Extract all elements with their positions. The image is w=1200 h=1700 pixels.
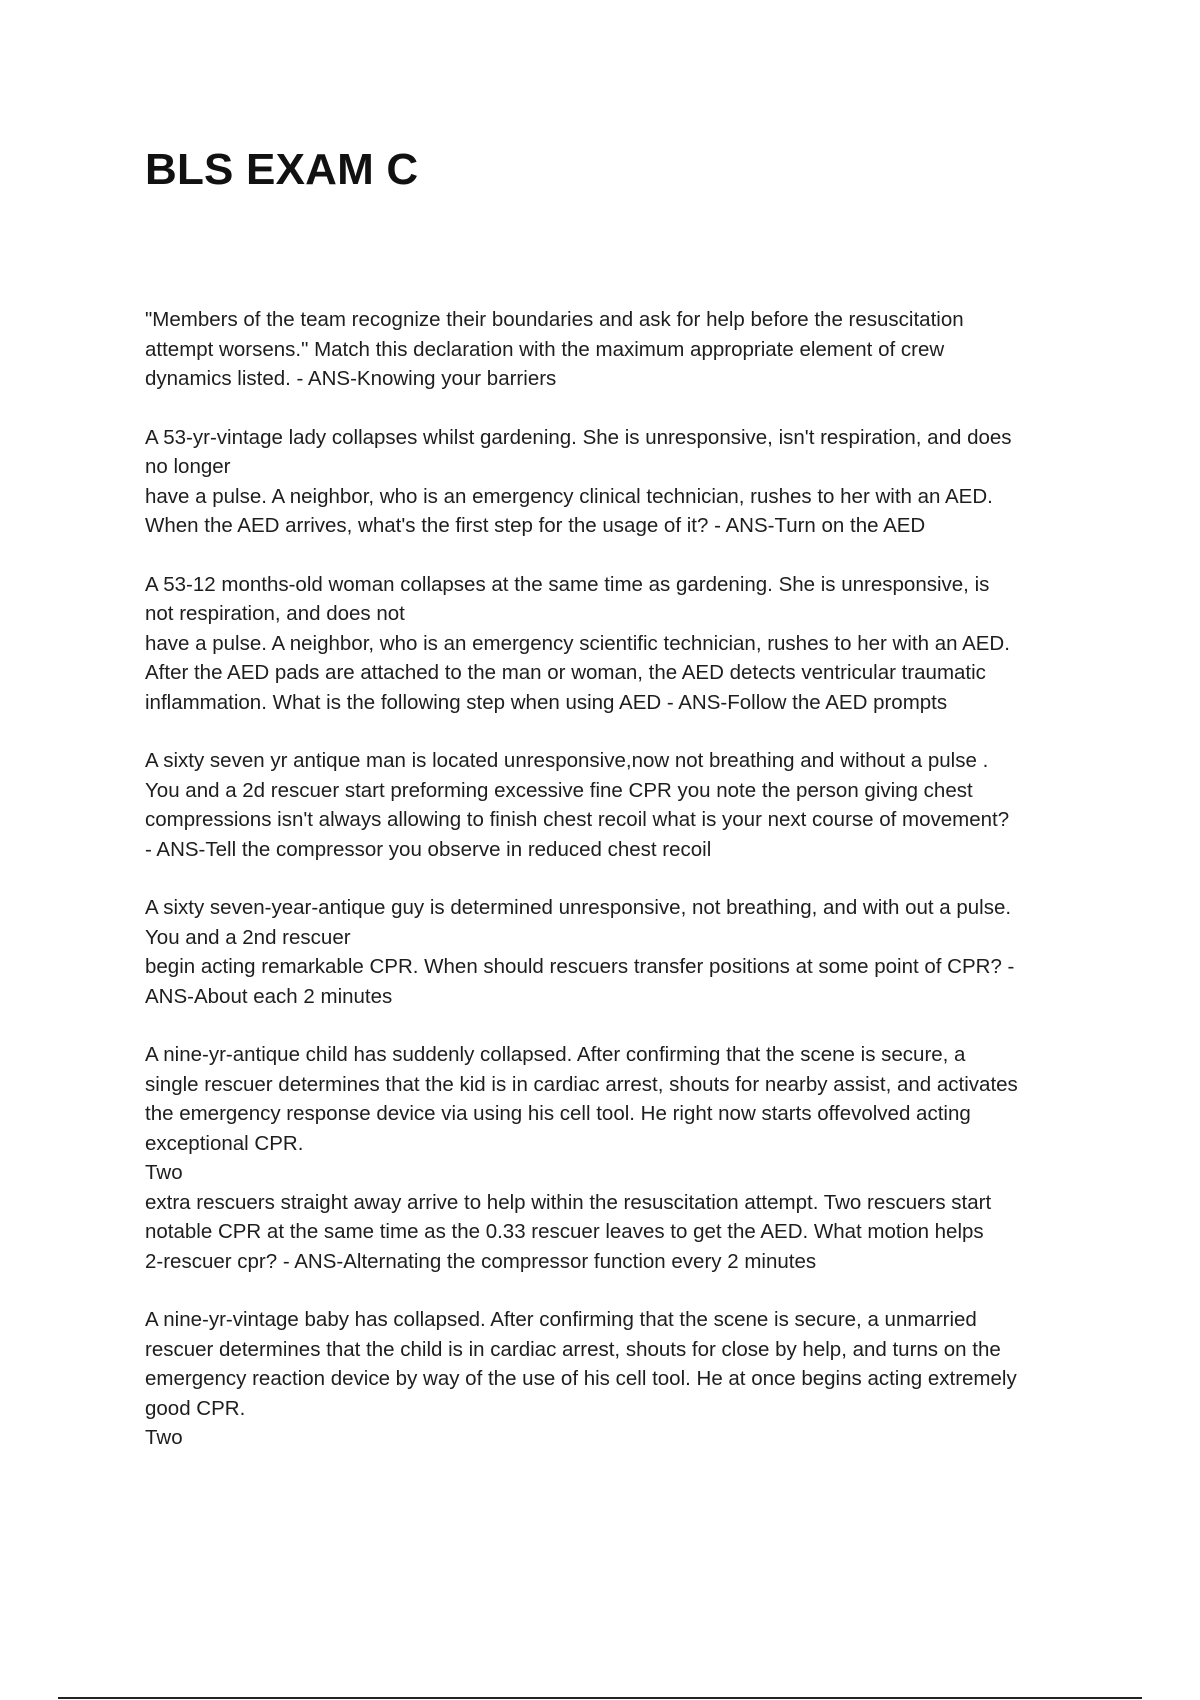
text-line: "Members of the team recognize their boundaries and ask for help before the resuscitation bbox=[145, 308, 964, 331]
text-line: After the AED pads are attached to the man or woman, the AED detects ventricular traumatic bbox=[145, 661, 986, 684]
text-line: A sixty seven-year-antique guy is determined unresponsive, not breathing, and with out a pulse. bbox=[145, 896, 1012, 919]
text-line: not respiration, and does not bbox=[145, 602, 405, 625]
text-line: Two bbox=[145, 1161, 183, 1184]
text-line: notable CPR at the same time as the 0.33 rescuer leaves to get the AED. What motion helps bbox=[145, 1220, 984, 1243]
text-line: ANS-About each 2 minutes bbox=[145, 984, 393, 1008]
text-line: emergency reaction device by way of the use of his cell tool. He at once begins acting extremely bbox=[145, 1367, 1017, 1390]
text-line: A 53-12 months-old woman collapses at the same time as gardening. She is unresponsive, is bbox=[145, 572, 990, 596]
text-line: You and a 2d rescuer start preforming excessive fine CPR you note the person giving chest bbox=[145, 778, 973, 802]
qa-block-6 bbox=[145, 1040, 1095, 1276]
qa-block-3 bbox=[145, 570, 1095, 718]
text-line: A nine-yr-antique child has suddenly collapsed. After confirming that the scene is secure, a bbox=[145, 1043, 966, 1066]
text-line: Two bbox=[145, 1426, 183, 1449]
document-body bbox=[145, 305, 1095, 1482]
qa-block-1 bbox=[145, 305, 1095, 394]
text-line: A 53-yr-vintage lady collapses whilst gardening. She is unresponsive, isn't respiration, and does bbox=[145, 425, 1012, 449]
qa-block-4 bbox=[145, 746, 1095, 864]
text-line: have a pulse. A neighbor, who is an emergency scientific technician, rushes to her with an AED. bbox=[145, 631, 1010, 655]
text-line: no longer bbox=[145, 455, 231, 478]
text-line: You and a 2nd rescuer bbox=[145, 925, 351, 949]
qa-block-7 bbox=[145, 1305, 1095, 1453]
text-line: good CPR. bbox=[145, 1396, 246, 1420]
text-line: When the AED arrives, what's the first step for the usage of it? - ANS-Turn on the AED bbox=[145, 514, 926, 537]
page-bottom-divider bbox=[58, 1697, 1142, 1699]
qa-block-5 bbox=[145, 893, 1095, 1011]
qa-block-2 bbox=[145, 423, 1095, 541]
text-line: inflammation. What is the following step when using AED - ANS-Follow the AED prompts bbox=[145, 690, 948, 714]
text-line: A nine-yr-vintage baby has collapsed. After confirming that the scene is secure, a unmarried bbox=[145, 1308, 977, 1331]
page-title: BLS EXAM C bbox=[145, 145, 419, 194]
text-line: exceptional CPR. bbox=[145, 1131, 304, 1155]
text-line: extra rescuers straight away arrive to help within the resuscitation attempt. Two rescuers start bbox=[145, 1190, 992, 1214]
text-line: - ANS-Tell the compressor you observe in reduced chest recoil bbox=[145, 837, 712, 861]
text-line: have a pulse. A neighbor, who is an emergency clinical technician, rushes to her with an AED. bbox=[145, 484, 993, 508]
text-line: compressions isn't always allowing to finish chest recoil what is your next course of movement? bbox=[145, 808, 1010, 831]
text-line: begin acting remarkable CPR. When should rescuers transfer positions at some point of CPR? - bbox=[145, 955, 1015, 978]
text-line: dynamics listed. - ANS-Knowing your barriers bbox=[145, 367, 557, 390]
text-line: attempt worsens." Match this declaration with the maximum appropriate element of crew bbox=[145, 337, 945, 361]
text-line: single rescuer determines that the kid is in cardiac arrest, shouts for nearby assist, and activates bbox=[145, 1072, 1018, 1096]
text-line: 2-rescuer cpr? - ANS-Alternating the compressor function every 2 minutes bbox=[145, 1249, 817, 1273]
text-line: rescuer determines that the child is in cardiac arrest, shouts for close by help, and turns on the bbox=[145, 1337, 1001, 1361]
text-line: the emergency response device via using his cell tool. He right now starts offevolved acting bbox=[145, 1102, 971, 1125]
text-line: A sixty seven yr antique man is located unresponsive,now not breathing and without a pulse . bbox=[145, 749, 989, 772]
